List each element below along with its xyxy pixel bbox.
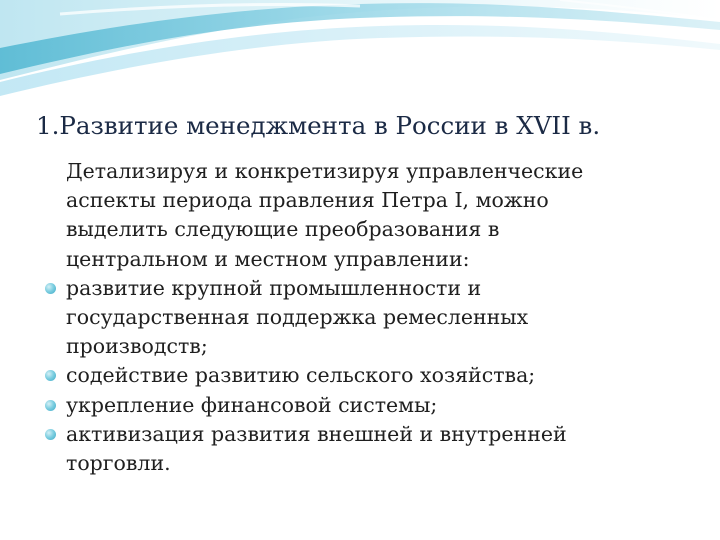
intro-line: центральном и местном управлении: (66, 246, 470, 271)
list-item-line: торговли. (66, 451, 171, 476)
round-bullet-icon (45, 429, 56, 440)
list-item-industry (40, 274, 680, 362)
list-item-agriculture (40, 361, 680, 390)
list-item-line: производств; (66, 334, 208, 359)
list-item-line: развитие крупной промышленности и (66, 275, 482, 300)
round-bullet-icon (45, 400, 56, 411)
content-list (40, 157, 680, 478)
intro-line: аспекты периода правления Петра I, можно (66, 188, 549, 213)
intro-line: Детализируя и конкретизируя управленческие (66, 159, 584, 183)
list-item-trade (40, 420, 680, 478)
list-item-finance (40, 391, 680, 420)
round-bullet-icon (45, 370, 56, 381)
list-item-line: укрепление финансовой системы; (66, 392, 438, 417)
intro-paragraph (40, 157, 680, 274)
list-item-line: активизация развития внешней и внутренней (66, 421, 567, 446)
round-bullet-icon (45, 283, 56, 294)
header-wave-decoration (0, 0, 720, 110)
intro-line: выделить следующие преобразования в (66, 217, 500, 242)
list-item-line: содействие развитию сельского хозяйства; (66, 363, 536, 388)
slide-title: 1.Развитие менеджмента в России в XVII в. (36, 111, 601, 140)
list-item-line: государственная поддержка ремесленных (66, 305, 529, 330)
